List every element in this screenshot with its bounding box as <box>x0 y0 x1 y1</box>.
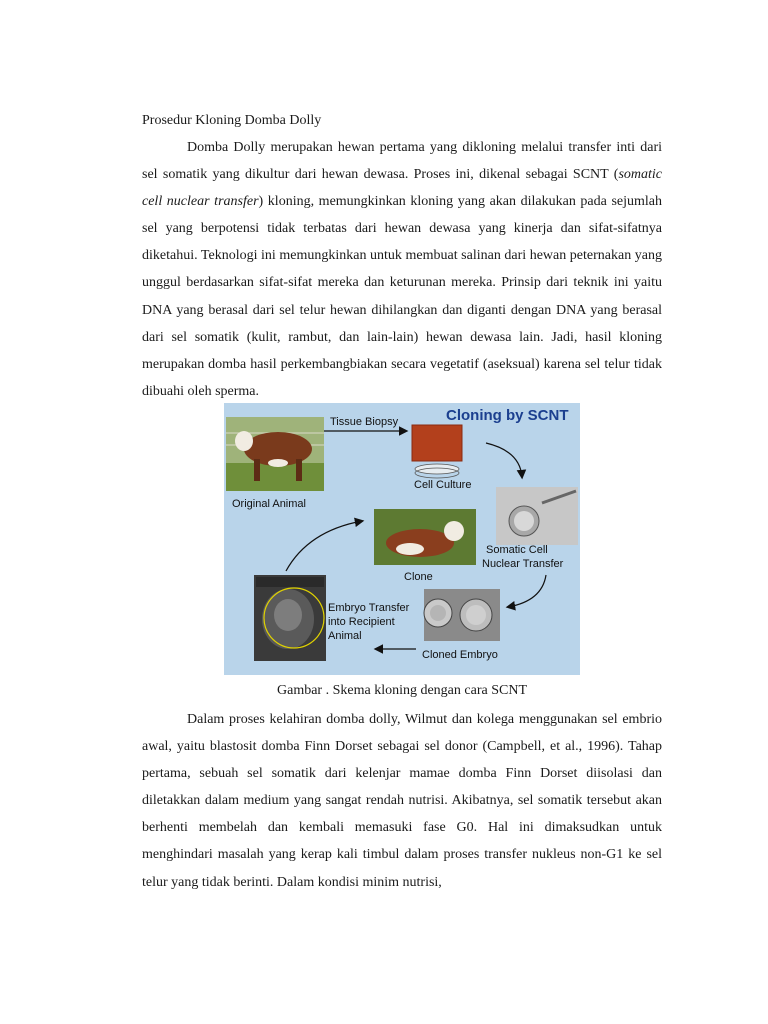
paragraph-1-part-a: Domba Dolly merupakan hewan pertama yang dikloning melalui transfer inti dari sel somatik yang dikultur dari hewan dewasa. Proses ini, dikenal sebagai SCNT ( <box>142 140 662 183</box>
label-somatic-cell: Somatic Cell <box>486 544 548 556</box>
clone-photo <box>374 509 476 565</box>
paragraph-1 <box>142 134 662 405</box>
paragraph-1-part-b: ) kloning, memungkinkan kloning yang akan dilakukan pada sejumlah sel yang berpotensi tidak terbatas dari hewan dewasa yang kinerja dan sifat-sifatnya diketahui. Teknologi ini memungkinkan untuk membuat salinan dari hewan peternakan yang unggul berdasarkan sifat-sifat mereka dan keturunan mereka. Prinsip dari teknik ini yaitu DNA yang berasal dari sel telur hewan dihilangkan dan diganti dengan DNA yang berasal dari sel somatik (kulit, rambut, dan lain-lain) hewan dewasa lain. Jadi, hasil kloning merupakan domba hasil perkembangbiakan secara vegetatif (aseksual) karena sel telur tidak dibuahi oleh sperma. <box>142 194 663 399</box>
label-into-recipient: into Recipient <box>328 616 395 628</box>
paragraph-1-italic: somatic cell nuclear transfer <box>142 167 662 210</box>
cell-culture-image <box>412 425 462 478</box>
label-clone: Clone <box>404 571 433 583</box>
ultrasound-image <box>254 575 326 661</box>
original-animal-photo <box>226 417 324 491</box>
scnt-diagram <box>224 403 580 675</box>
label-cell-culture: Cell Culture <box>414 479 472 491</box>
label-cloned-embryo: Cloned Embryo <box>422 649 498 661</box>
page-bottom <box>142 706 662 896</box>
page-top <box>142 108 662 405</box>
arrow-to-clone <box>286 521 362 571</box>
paragraph-2: Dalam proses kelahiran domba dolly, Wilmut dan kolega menggunakan sel embrio awal, yaitu blastosit domba Finn Dorset sebagai sel donor (Campbell, et al., 1996). Tahap pertama, sebuah sel somatik dari kelenjar mamae domba Finn Dorset diisolasi dan diletakkan dalam medium yang sangat rendah nutrisi. Akibatnya, sel somatik tersebut akan berhenti membelah dan kembali memasuki fase G0. Hal ini dimaksudkan untuk menghindari masalah yang kerap kali timbul dalam proses transfer nukleus non-G1 ke sel telur yang tidak berinti. Dalam kondisi minim nutrisi, <box>142 712 662 890</box>
scnt-figure <box>224 403 580 675</box>
label-original-animal: Original Animal <box>232 498 306 510</box>
figure-caption: Gambar . Skema kloning dengan cara SCNT <box>277 683 527 698</box>
arrow-to-cloned-embryo <box>508 575 546 607</box>
label-animal: Animal <box>328 630 362 642</box>
label-tissue-biopsy: Tissue Biopsy <box>330 416 399 428</box>
figure-heading: Cloning by SCNT <box>446 407 569 424</box>
document-title: Prosedur Kloning Domba Dolly <box>142 113 322 128</box>
arrow-to-nuclear-transfer <box>486 443 522 477</box>
label-embryo-transfer: Embryo Transfer <box>328 602 410 614</box>
cloned-embryo-image <box>424 589 500 641</box>
label-nuclear-transfer: Nuclear Transfer <box>482 558 564 570</box>
nuclear-transfer-image <box>496 487 578 545</box>
